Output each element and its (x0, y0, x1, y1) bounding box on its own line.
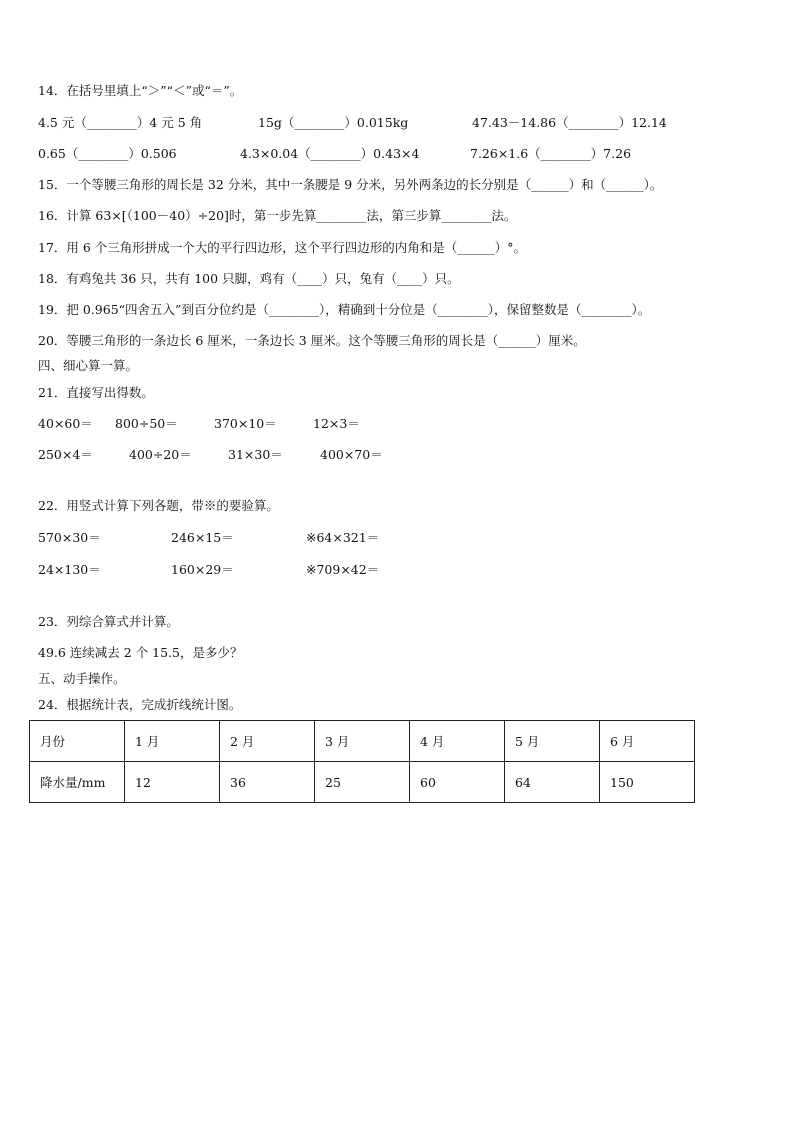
q21-item: 12×3＝ (313, 416, 360, 431)
q24-title: 24．根据统计表，完成折线统计图。 (38, 697, 242, 712)
q21-item: 40×60＝ (38, 416, 93, 431)
table-cell: 6 月 (600, 721, 695, 762)
table-cell: 25 (315, 762, 410, 803)
rainfall-table (29, 720, 695, 803)
q14-item: 47.43－14.86（________）12.14 (472, 115, 667, 130)
q21-item: 250×4＝ (38, 447, 93, 462)
q21-item: 400×70＝ (320, 447, 383, 462)
q22-item: ※64×321＝ (306, 530, 380, 545)
table-cell: 1 月 (125, 721, 220, 762)
q21-item: 370×10＝ (214, 416, 277, 431)
table-cell: 2 月 (220, 721, 315, 762)
q14-item: 4.3×0.04（________）0.43×4 (240, 146, 420, 161)
q23-text: 49.6 连续减去 2 个 15.5，是多少？ (38, 645, 243, 660)
section-5-heading: 五、动手操作。 (38, 671, 126, 686)
q15-text: 15．一个等腰三角形的周长是 32 分米，其中一条腰是 9 分米，另外两条边的长分别是（______）和（______）。 (38, 177, 663, 192)
table-cell: 5 月 (505, 721, 600, 762)
q22-item: 160×29＝ (171, 562, 234, 577)
q23-title: 23．列综合算式并计算。 (38, 614, 179, 629)
q14-item: 4.5 元（________）4 元 5 角 (38, 115, 203, 130)
table-cell: 36 (220, 762, 315, 803)
q19-text: 19．把 0.965“四舍五入”到百分位约是（________），精确到十分位是（________），保留整数是（________）。 (38, 302, 651, 317)
table-cell: 4 月 (410, 721, 505, 762)
q22-item: 570×30＝ (38, 530, 101, 545)
table-cell: 60 (410, 762, 505, 803)
q14-item: 7.26×1.6（________）7.26 (470, 146, 632, 161)
section-4-heading: 四、细心算一算。 (38, 358, 139, 373)
q21-item: 400÷20＝ (129, 447, 192, 462)
q14-title: 14．在括号里填上“＞”“＜”或“＝”。 (38, 83, 243, 98)
table-cell: 月份 (30, 721, 125, 762)
table-row (30, 762, 695, 803)
q16-text: 16．计算 63×[（100－40）÷20]时，第一步先算________法，第三步算________法。 (38, 208, 517, 223)
q22-title: 22．用竖式计算下列各题，带※的要验算。 (38, 498, 279, 513)
q17-text: 17．用 6 个三角形拼成一个大的平行四边形，这个平行四边形的内角和是（______）°。 (38, 240, 527, 255)
q14-item: 0.65（________）0.506 (38, 146, 177, 161)
table-cell: 64 (505, 762, 600, 803)
q22-item: 246×15＝ (171, 530, 234, 545)
table-cell: 3 月 (315, 721, 410, 762)
q22-item: ※709×42＝ (306, 562, 380, 577)
q21-title: 21．直接写出得数。 (38, 385, 154, 400)
q22-item: 24×130＝ (38, 562, 101, 577)
q18-text: 18．有鸡兔共 36 只，共有 100 只脚，鸡有（____）只，兔有（____）只。 (38, 271, 460, 286)
q14-item: 15g（________）0.015kg (258, 115, 409, 130)
table-cell: 150 (600, 762, 695, 803)
table-cell: 12 (125, 762, 220, 803)
table-header-row (30, 721, 695, 762)
q21-item: 800÷50＝ (115, 416, 178, 431)
table-cell: 降水量/mm (30, 762, 125, 803)
q20-text: 20．等腰三角形的一条边长 6 厘米，一条边长 3 厘米。这个等腰三角形的周长是（______）厘米。 (38, 333, 586, 348)
q21-item: 31×30＝ (228, 447, 283, 462)
